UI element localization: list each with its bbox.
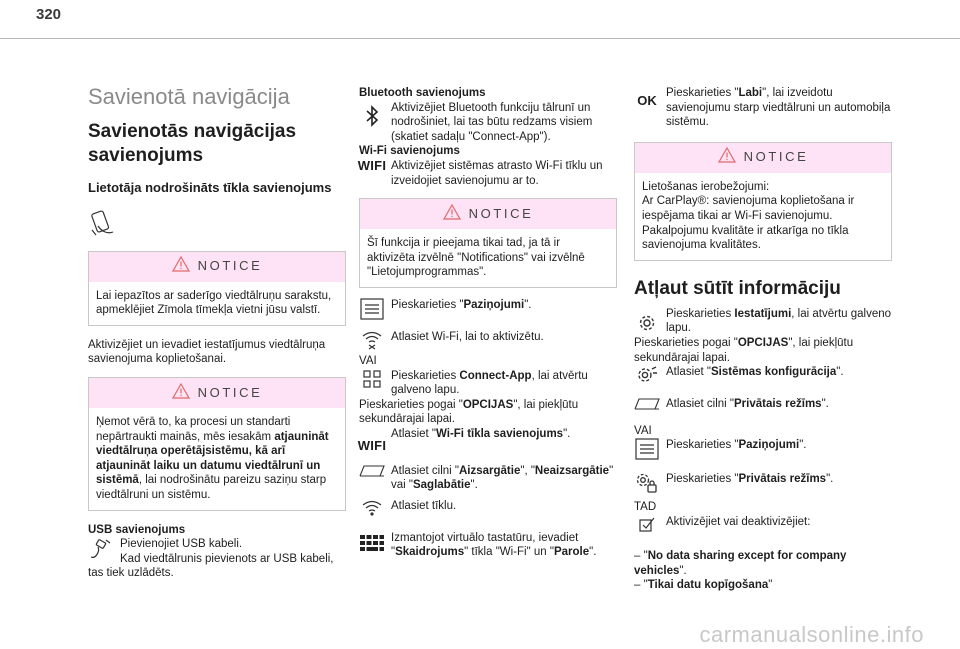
notice-box — [634, 142, 892, 261]
option-item: – "No data sharing except for company vehicles". — [634, 549, 847, 577]
page-number: 320 — [36, 6, 62, 23]
section-title: Savienotās navigācijas savienojums — [88, 121, 297, 166]
notice-header — [635, 143, 891, 173]
step-system-config: Atlasiet "Sistēmas konfigurācija". — [634, 365, 892, 385]
step-private-mode: Pieskarieties "Privātais režīms". — [634, 472, 892, 494]
wifi-icon: WIFI — [357, 157, 387, 173]
step-options: Pieskarieties pogai "OPCIJAS", lai piekļūtu sekundārajai lapai. — [359, 398, 579, 426]
wifi-title: Wi-Fi savienojums — [359, 145, 460, 158]
watermark: carmanualsonline.info — [699, 622, 924, 648]
checkbox-icon — [634, 515, 660, 533]
tab-icon — [634, 397, 660, 411]
notice-title: NOTICE — [468, 205, 534, 221]
warning-icon — [172, 383, 190, 404]
step-toggle — [634, 515, 892, 533]
notice-box — [88, 251, 346, 326]
notice-header — [360, 199, 616, 229]
notice-header — [89, 252, 345, 282]
tab-icon — [359, 464, 385, 478]
step-settings: Pieskarieties Iestatījumi, lai atvērtu galveno lapu. — [634, 307, 892, 336]
bluetooth-title: Bluetooth savienojums — [359, 87, 486, 99]
smartphone-icon — [88, 208, 346, 243]
privacy-gear-lock-icon — [634, 472, 660, 494]
step-wifi-network: WIFI Atlasiet "Wi-Fi tīkla savienojums". — [357, 427, 571, 453]
notice-text: Šī funkcija ir pieejama tikai tad, ja tā ir aktivizēta izvēlnē "Notifications" vai izvēlnē "Lietojumprogrammas". — [367, 237, 585, 279]
notice-title: NOTICE — [197, 258, 263, 274]
bluetooth-text: Aktivizējiet Bluetooth funkciju tālrunī un nodrošiniet, lai tas būtu redzams visiem (skatiet sadaļu "Connect-App"). — [391, 101, 593, 143]
wifi-signal-icon — [359, 499, 385, 517]
step-text: Atlasiet tīklu. — [391, 499, 457, 512]
or-label: VAI — [359, 354, 377, 367]
notice-text: Lai iepazītos ar saderīgo viedtālruņu sarakstu, apmeklējiet Zīmola tīmekļa vietni jūsu valstī. — [96, 289, 332, 317]
wifi-label-icon: WIFI — [357, 437, 387, 453]
step-keyboard: Izmantojot virtuālo tastatūru, ievadiet "Skaidrojums" tīkla "Wi-Fi" un "Parole". — [359, 531, 617, 560]
step-text: Aktivizējiet vai deaktivizējiet: — [666, 515, 811, 528]
step-notifications: Pieskarieties "Paziņojumi". — [634, 438, 892, 460]
notice-box — [359, 198, 617, 288]
wifi-text: Aktivizējiet sistēmas atrasto Wi-Fi tīklu un izveidojiet savienojumu ar to. — [391, 159, 603, 187]
option-item: – "Tikai datu kopīgošana" — [634, 579, 773, 592]
notice-line: Pakalpojumu kvalitāte ir atkarīga no tīkla savienojuma kvalitātes. — [642, 224, 849, 252]
warning-icon — [443, 204, 461, 225]
notice-line: Ar CarPlay®: savienojuma koplietošana ir iespējama tikai ar Wi-Fi savienojumu. — [642, 195, 855, 222]
notice-line: Lietošanas ierobežojumi: — [642, 180, 770, 193]
wifi-step — [359, 159, 617, 188]
step-notifications: Pieskarieties "Paziņojumi". — [359, 298, 617, 320]
wifi-off-icon — [359, 330, 385, 350]
column-2 — [359, 86, 617, 560]
or-label: VAI — [634, 424, 652, 437]
notice-title: NOTICE — [743, 149, 809, 165]
notifications-menu-icon — [359, 298, 385, 320]
category-heading: Savienotā navigācija — [88, 84, 290, 109]
ok-icon: OK — [637, 93, 657, 108]
then-label: TAD — [634, 501, 657, 514]
notice-box — [88, 377, 346, 511]
step-network — [359, 499, 617, 517]
notice-text: Ņemot vērā to, ka procesi un standarti nepārtraukti mainās, mēs iesakām atjaunināt viedtālruņa operētājsistēmu, kā arī atjaunināt laiku un datumu viedtālrunī un sistēmā, lai nodrošinātu pareizu saziņu starp viedtālruni un sistēmu. — [96, 415, 329, 501]
keyboard-icon — [359, 535, 385, 551]
usb-title: USB savienojums — [88, 523, 186, 536]
notice-header — [89, 378, 345, 408]
header-divider — [0, 38, 960, 39]
apps-grid-icon — [359, 369, 385, 389]
step-connect-app: Pieskarieties Connect-App, lai atvērtu galveno lapu. — [359, 369, 617, 398]
subsection-title: Lietotāja nodrošināts tīkla savienojums — [88, 180, 332, 195]
step-private-tab: Atlasiet cilni "Privātais režīms". — [634, 397, 892, 412]
column-3 — [634, 86, 892, 593]
system-config-icon — [634, 365, 660, 385]
paragraph: Aktivizējiet un ievadiet iestatījumus viedtālruņa savienojuma koplietošanai. — [88, 338, 326, 366]
warning-icon — [718, 147, 736, 168]
step-text: Atlasiet Wi-Fi, lai to aktivizētu. — [391, 330, 544, 343]
usb-line2: Kad viedtālrunis pievienots ar USB kabeli, tas tiek uzlādēts. — [88, 552, 334, 580]
notice-title: NOTICE — [197, 384, 263, 400]
warning-icon — [172, 256, 190, 277]
usb-line1: Pievienojiet USB kabeli. — [120, 538, 243, 551]
section-title: Atļaut sūtīt informāciju — [634, 277, 841, 299]
step-wifi — [359, 330, 617, 350]
step-tab: Atlasiet cilni "Aizsargātie", "Neaizsargātie" vai "Saglabātie". — [359, 464, 617, 493]
step-ok: OK Pieskarieties "Labi", lai izveidotu savienojumu starp viedtālruni un automobiļa sistēmu. — [634, 86, 892, 130]
step-options: Pieskarieties pogai "OPCIJAS", lai piekļūtu sekundārajai lapai. — [634, 336, 854, 364]
usb-step — [88, 537, 346, 581]
bluetooth-step — [359, 101, 617, 145]
notifications-menu-icon — [634, 438, 660, 460]
column-1 — [88, 58, 346, 581]
settings-gear-icon — [634, 313, 660, 333]
